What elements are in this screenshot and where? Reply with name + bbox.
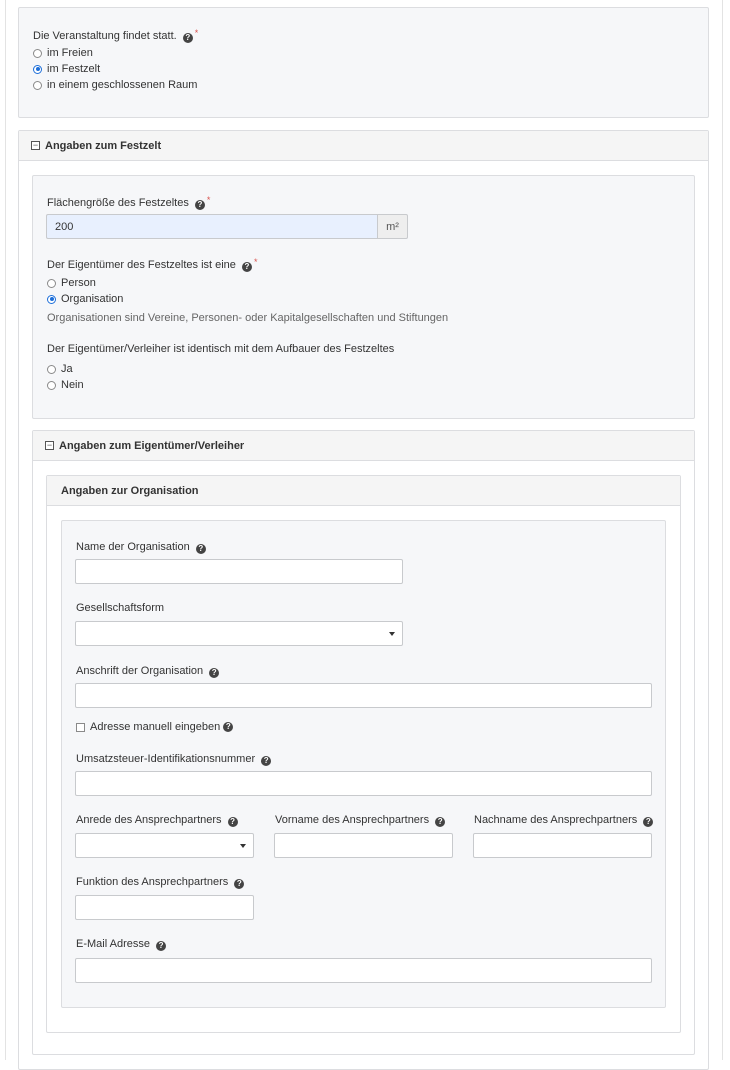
org-form-box <box>61 520 666 1008</box>
radio-outdoor[interactable] <box>33 49 42 58</box>
help-icon[interactable]: ? <box>209 668 219 678</box>
owner-panel-header[interactable] <box>33 431 694 461</box>
help-icon[interactable]: ? <box>156 941 166 951</box>
function-input[interactable] <box>75 895 254 920</box>
owner-type-option-label: Person <box>61 277 96 289</box>
venue-option-label: in einem geschlossenen Raum <box>47 79 198 91</box>
salutation-select[interactable] <box>75 833 254 858</box>
owner-type-option-label: Organisation <box>61 293 124 305</box>
owner-type-hint: Organisationen sind Vereine, Personen- oder Kapitalgesellschaften und Stiftungen <box>47 312 449 324</box>
collapse-icon[interactable]: − <box>46 440 53 450</box>
help-icon[interactable]: ? <box>242 262 252 272</box>
function-label-row <box>76 876 244 889</box>
required-marker: * <box>194 28 199 38</box>
venue-option-tent[interactable] <box>33 63 100 75</box>
required-marker: * <box>206 195 211 205</box>
festzelt-panel-header[interactable] <box>19 131 708 161</box>
required-marker: * <box>253 257 258 267</box>
help-icon[interactable]: ? <box>195 200 205 210</box>
venue-option-outdoor[interactable] <box>33 47 93 59</box>
identical-no[interactable] <box>47 379 84 391</box>
salutation-label: Anrede des Ansprechpartners <box>76 814 222 826</box>
radio-no[interactable] <box>47 381 56 390</box>
area-label-row <box>47 195 210 210</box>
legal-form-label: Gesellschaftsform <box>76 602 165 614</box>
manual-address-row[interactable] <box>76 721 233 733</box>
identical-option-label: Ja <box>61 363 73 375</box>
caret-down-icon <box>240 844 246 848</box>
address-label-row <box>76 665 219 678</box>
vat-label: Umsatzsteuer-Identifikationsnummer <box>76 753 256 765</box>
venue-option-indoor[interactable] <box>33 79 197 91</box>
help-icon[interactable]: ? <box>643 817 653 827</box>
venue-question-label: Die Veranstaltung findet statt. <box>33 30 177 42</box>
page-border-left <box>5 0 6 1060</box>
owner-type-label-row <box>47 257 258 272</box>
email-input[interactable] <box>75 958 652 983</box>
venue-option-label: im Freien <box>47 47 93 59</box>
radio-person[interactable] <box>47 279 56 288</box>
radio-organisation[interactable] <box>47 295 56 304</box>
org-name-label: Name der Organisation <box>76 541 190 553</box>
help-icon[interactable]: ? <box>183 33 193 43</box>
email-label-row <box>76 938 166 951</box>
address-input[interactable] <box>75 683 652 708</box>
help-icon[interactable]: ? <box>435 817 445 827</box>
help-icon[interactable]: ? <box>228 817 238 827</box>
collapse-icon[interactable]: − <box>32 140 39 150</box>
venue-box <box>18 7 709 118</box>
identical-label: Der Eigentümer/Verleiher ist identisch mit dem Aufbauer des Festzeltes <box>47 343 395 355</box>
radio-yes[interactable] <box>47 365 56 374</box>
owner-type-label: Der Eigentümer des Festzeltes ist eine <box>47 259 236 271</box>
area-input-value: 200 <box>55 220 74 233</box>
venue-question <box>33 28 198 43</box>
festzelt-details-box <box>32 175 695 419</box>
lastname-label: Nachname des Ansprechpartners <box>474 814 638 826</box>
firstname-label: Vorname des Ansprechpartners <box>275 814 430 826</box>
firstname-input[interactable] <box>274 833 453 858</box>
org-name-label-row <box>76 541 206 554</box>
radio-tent[interactable] <box>33 65 42 74</box>
manual-address-checkbox[interactable] <box>76 723 85 732</box>
help-icon[interactable]: ? <box>223 722 233 732</box>
help-icon[interactable]: ? <box>234 879 244 889</box>
festzelt-panel-title: Angaben zum Festzelt <box>45 139 162 152</box>
manual-address-label: Adresse manuell eingeben <box>90 721 221 733</box>
identical-yes[interactable] <box>47 363 73 375</box>
address-label: Anschrift der Organisation <box>76 665 204 677</box>
email-label: E-Mail Adresse <box>76 938 150 950</box>
org-name-input[interactable] <box>75 559 403 584</box>
lastname-label-row <box>474 814 653 827</box>
help-icon[interactable]: ? <box>261 756 271 766</box>
area-unit-addon <box>377 214 408 239</box>
venue-option-label: im Festzelt <box>47 63 101 75</box>
lastname-input[interactable] <box>473 833 652 858</box>
caret-down-icon <box>389 632 395 636</box>
owner-type-organisation[interactable] <box>47 293 123 305</box>
salutation-label-row <box>76 814 238 827</box>
area-label: Flächengröße des Festzeltes <box>47 197 189 209</box>
vat-label-row <box>76 753 271 766</box>
identical-option-label: Nein <box>61 379 84 391</box>
owner-panel-title: Angaben zum Eigentümer/Verleiher <box>59 439 245 452</box>
help-icon[interactable]: ? <box>196 544 206 554</box>
org-panel-title: Angaben zur Organisation <box>61 484 199 497</box>
area-input[interactable] <box>46 214 377 239</box>
radio-indoor[interactable] <box>33 81 42 90</box>
vat-input[interactable] <box>75 771 652 796</box>
function-label: Funktion des Ansprechpartners <box>76 876 229 888</box>
firstname-label-row <box>275 814 445 827</box>
legal-form-select[interactable] <box>75 621 403 646</box>
owner-type-person[interactable] <box>47 277 96 289</box>
area-unit: m² <box>386 220 399 233</box>
org-panel-header <box>47 476 680 506</box>
page-border-right <box>722 0 723 1060</box>
